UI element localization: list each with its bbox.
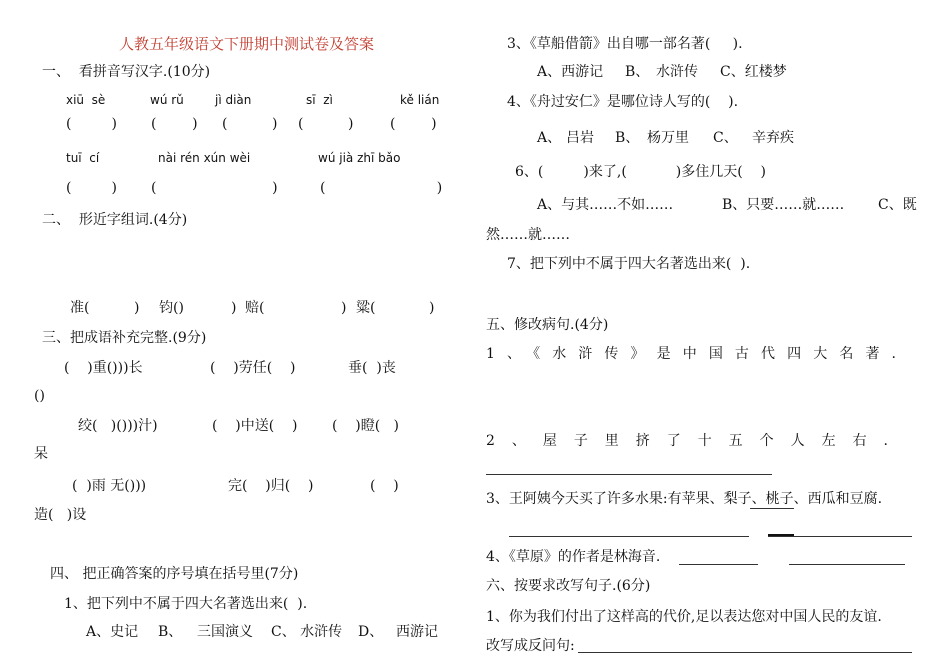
option: 杨万里	[647, 130, 689, 146]
question: 6、( )来了,( )多住几天( )	[515, 164, 766, 180]
option: 吕岩	[566, 130, 594, 146]
answer-bracket[interactable]: ( )	[151, 180, 278, 196]
option: 西游记	[396, 624, 438, 640]
option: B、	[625, 64, 650, 80]
idiom-item: 造( )设	[34, 507, 87, 523]
section-3-heading: 三、把成语补充完整.(9分)	[42, 330, 207, 346]
pinyin: wú rǔ	[150, 93, 184, 107]
answer-line-bold	[768, 534, 794, 536]
answer-bracket[interactable]: ( )	[320, 180, 443, 196]
answer-bracket[interactable]: ( )	[66, 116, 117, 132]
section-5-heading: 五、修改病句.(4分)	[486, 317, 609, 333]
idiom-item: 绞( )()))汁)	[78, 418, 158, 434]
answer-bracket[interactable]: ( )	[222, 116, 278, 132]
option: C、红楼梦	[720, 64, 787, 80]
idiom-item: ( )瞪( )	[332, 418, 399, 434]
answer-bracket[interactable]: ( )	[66, 180, 117, 196]
word-item: )	[429, 300, 435, 316]
section-6-heading: 六、按要求改写句子.(6分)	[486, 578, 651, 594]
word-item: 准( )	[70, 300, 140, 316]
sentence: 2、屋子里挤了十五个人左右.	[486, 433, 888, 449]
option: C、既	[878, 197, 917, 213]
option: B、只要……就……	[722, 197, 845, 213]
idiom-item: ()	[34, 388, 45, 404]
page-title: 人教五年级语文下册期中测试卷及答案	[119, 35, 375, 53]
pinyin: kě lián	[400, 93, 440, 107]
option: A、	[537, 130, 562, 146]
section-4-heading: 四、 把正确答案的序号填在括号里(7分)	[50, 566, 299, 582]
idiom-item: ( )劳任( )	[210, 360, 296, 376]
option-continued: 然……就……	[486, 227, 570, 243]
question: 3、《草船借箭》出自哪一部名著( ).	[507, 36, 743, 52]
idiom-item: 呆	[34, 446, 48, 462]
idiom-item: ( )中送( )	[212, 418, 298, 434]
option: 水浒传	[656, 64, 698, 80]
option: A、与其……不如……	[537, 197, 674, 213]
option: C、 水浒传	[271, 624, 343, 640]
question: 4、《舟过安仁》是哪位诗人写的( ).	[507, 94, 739, 110]
answer-bracket[interactable]: ( )	[390, 116, 437, 132]
word-item: 赔(	[245, 300, 265, 316]
pinyin: xiū sè	[66, 93, 106, 107]
answer-bracket[interactable]: ( )	[298, 116, 354, 132]
sentence: 3、王阿姨今天买了许多水果:有苹果、梨子、桃子、西瓜和豆腐.	[486, 491, 883, 507]
answer-line[interactable]	[486, 474, 772, 475]
answer-line[interactable]	[789, 564, 905, 565]
idiom-item: 垂( )丧	[348, 360, 396, 376]
word-item: )	[341, 300, 347, 316]
question: 1、把下列中不属于四大名著选出来( ).	[64, 596, 308, 612]
word-item: 钧()	[159, 300, 184, 316]
option: D、	[358, 624, 384, 640]
answer-line[interactable]	[679, 564, 758, 565]
pinyin: tuī cí	[66, 151, 100, 165]
option: A、史记	[86, 624, 139, 640]
idiom-item: ( )雨 无()))	[72, 478, 147, 494]
option: 三国演义	[197, 624, 253, 640]
option: 辛弃疾	[752, 130, 794, 146]
pinyin: nài rén xún wèi	[158, 151, 251, 165]
option: B、	[615, 130, 640, 146]
correction-underline	[750, 508, 794, 509]
option: C、	[713, 130, 738, 146]
answer-line[interactable]	[578, 652, 912, 653]
idiom-item: ( )重()))长	[64, 360, 143, 376]
sentence: 1、你为我们付出了这样高的代价,足以表达您对中国人民的友谊.	[486, 609, 882, 625]
answer-bracket[interactable]: ( )	[151, 116, 198, 132]
answer-line[interactable]	[509, 536, 749, 537]
section-1-heading: 一、 看拼音写汉字.(10分)	[42, 64, 211, 80]
word-item: )	[231, 300, 237, 316]
sentence: 1、《水浒传》是中国古代四大名著.	[486, 346, 896, 362]
pinyin: sī zì	[306, 93, 333, 107]
answer-line[interactable]	[768, 536, 912, 537]
question: 7、把下列中不属于四大名著选出来( ).	[507, 256, 751, 272]
pinyin: wú jià zhī bǎo	[318, 151, 401, 165]
sentence: 4、《草原》的作者是林海音.	[486, 549, 661, 565]
pinyin: jì diàn	[215, 93, 252, 107]
word-item: 粱(	[356, 300, 376, 316]
idiom-item: ( )	[370, 478, 399, 494]
instruction: 改写成反问句:	[486, 638, 575, 654]
option: A、西游记	[537, 64, 604, 80]
idiom-item: 完( )归( )	[228, 478, 314, 494]
option: B、	[158, 624, 183, 640]
section-2-heading: 二、 形近字组词.(4分)	[42, 212, 188, 228]
